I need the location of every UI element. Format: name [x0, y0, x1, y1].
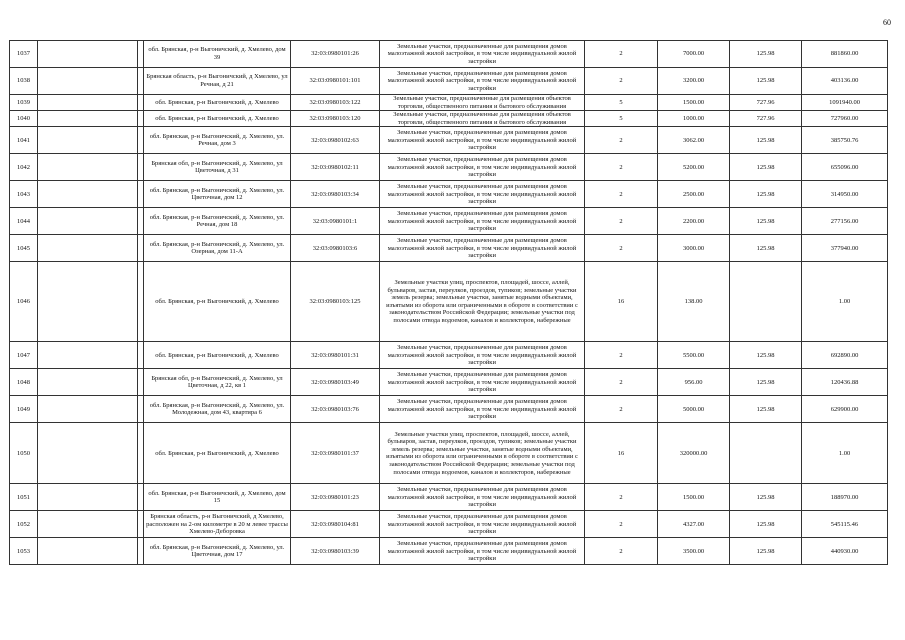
- row-number: 1039: [10, 95, 38, 111]
- blank-cell: [38, 127, 138, 154]
- rate-cell: [730, 423, 802, 484]
- blank-cell: [38, 154, 138, 181]
- rate-cell: 727.96: [730, 95, 802, 111]
- address-cell: Брянская обл, р-н Выгоничский, д. Хмелево, ул Цветочная, д 22, кв 1: [144, 369, 291, 396]
- rate-cell: [730, 262, 802, 342]
- area-cell: 2200.00: [658, 208, 730, 235]
- cadastral-number-cell: 32:03:0980102:11: [291, 154, 380, 181]
- group-cell: 2: [585, 154, 658, 181]
- cadastral-number-cell: 32:03:0980103:120: [291, 111, 380, 127]
- cadastral-value-cell: 655096.00: [802, 154, 888, 181]
- area-cell: 5000.00: [658, 396, 730, 423]
- area-cell: 956.00: [658, 369, 730, 396]
- group-cell: 2: [585, 68, 658, 95]
- cadastral-number-cell: 32:03:0980103:34: [291, 181, 380, 208]
- area-cell: 1500.00: [658, 95, 730, 111]
- table-row: [10, 396, 888, 423]
- blank-cell: [38, 111, 138, 127]
- area-cell: 3000.00: [658, 235, 730, 262]
- land-use-cell: Земельные участки, предназначенные для размещения домов малоэтажной жилой застройки, в том числе индивидуальной жилой застройки: [380, 181, 585, 208]
- cadastral-number-cell: 32:03:0980101:37: [291, 423, 380, 484]
- blank-cell: [38, 41, 138, 68]
- table-row: [10, 538, 888, 565]
- land-use-cell: Земельные участки улиц, проспектов, площадей, шоссе, аллей, бульваров, застав, переулков, проездов, тупиков; земельные участки земель резерва; земельные участки, занятые водными объектами, изъятыми из оборота или ограниченными в обороте в соответствии с законодательством Российской Федерации; земельные участки под полосами отвода водоемов, каналов и коллекторов, набережные: [380, 423, 585, 484]
- land-use-cell: Земельные участки, предназначенные для размещения домов малоэтажной жилой застройки, в том числе индивидуальной жилой застройки: [380, 41, 585, 68]
- row-number: 1041: [10, 127, 38, 154]
- rate-cell: 727.96: [730, 111, 802, 127]
- cadastral-number-cell: 32:03:0980103:6: [291, 235, 380, 262]
- row-number: 1048: [10, 369, 38, 396]
- cadastral-value-table: [9, 40, 888, 565]
- land-use-cell: Земельные участки, предназначенные для размещения домов малоэтажной жилой застройки, в том числе индивидуальной жилой застройки: [380, 154, 585, 181]
- rate-cell: 125.98: [730, 154, 802, 181]
- row-number: 1051: [10, 484, 38, 511]
- land-use-cell: Земельные участки улиц, проспектов, площадей, шоссе, аллей, бульваров, застав, переулков, проездов, тупиков; земельные участки земель резерва; земельные участки, занятые водными объектами, изъятыми из оборота или ограниченными в обороте в соответствии с законодательством Российской Федерации; земельные участки под полосами отвода водоемов, каналов и коллекторов, набережные: [380, 262, 585, 342]
- cadastral-value-cell: 629900.00: [802, 396, 888, 423]
- table-row: [10, 262, 888, 342]
- group-cell: 16: [585, 262, 658, 342]
- area-cell: 138.00: [658, 262, 730, 342]
- land-use-cell: Земельные участки, предназначенные для размещения домов малоэтажной жилой застройки, в том числе индивидуальной жилой застройки: [380, 208, 585, 235]
- table-row: [10, 154, 888, 181]
- row-number: 1046: [10, 262, 38, 342]
- rate-cell: 125.98: [730, 538, 802, 565]
- blank-cell: [38, 511, 138, 538]
- blank-cell: [38, 181, 138, 208]
- address-cell: обл. Брянская, р-н Выгоничский, д. Хмелево: [144, 342, 291, 369]
- land-use-cell: Земельные участки, предназначенные для размещения домов малоэтажной жилой застройки, в том числе индивидуальной жилой застройки: [380, 235, 585, 262]
- address-cell: Брянская обл, р-н Выгоничский, д. Хмелево, ул Цветочная, д 31: [144, 154, 291, 181]
- address-cell: обл. Брянская, р-н Выгоничский, д. Хмелево, ул. Речная, дом 3: [144, 127, 291, 154]
- cadastral-value-cell: 377940.00: [802, 235, 888, 262]
- cadastral-number-cell: 32:03:0980101:31: [291, 342, 380, 369]
- land-use-cell: Земельные участки, предназначенные для размещения домов малоэтажной жилой застройки, в том числе индивидуальной жилой застройки: [380, 127, 585, 154]
- row-number: 1049: [10, 396, 38, 423]
- table-row: [10, 127, 888, 154]
- cadastral-number-cell: 32:03:0980103:122: [291, 95, 380, 111]
- area-cell: 3200.00: [658, 68, 730, 95]
- address-cell: обл. Брянская, р-н Выгоничский, д. Хмелево, ул. Озерная, дом 11-А: [144, 235, 291, 262]
- row-number: 1050: [10, 423, 38, 484]
- address-cell: Брянская область, р-н Выгоничский, д Хмелево, ул Речная, д 21: [144, 68, 291, 95]
- cadastral-value-cell: 314950.00: [802, 181, 888, 208]
- blank-cell: [38, 369, 138, 396]
- address-cell: Брянская область, р-н Выгоничский, д Хмелево, расположен на 2-ом километре в 20 м левее трассы Хмелево-Деборовка: [144, 511, 291, 538]
- rate-cell: 125.98: [730, 511, 802, 538]
- cadastral-number-cell: 32:03:0980103:39: [291, 538, 380, 565]
- land-use-cell: Земельные участки, предназначенные для размещения домов малоэтажной жилой застройки, в том числе индивидуальной жилой застройки: [380, 538, 585, 565]
- address-cell: обл. Брянская, р-н Выгоничский, д. Хмелево, ул. Цветочная, дом 12: [144, 181, 291, 208]
- cadastral-value-cell: 277156.00: [802, 208, 888, 235]
- table-row: [10, 511, 888, 538]
- table-row: [10, 484, 888, 511]
- table-row: [10, 342, 888, 369]
- blank-cell: [38, 235, 138, 262]
- address-cell: обл. Брянская, р-н Выгоничский, д. Хмелево, ул. Молодежная, дом 43, квартира 6: [144, 396, 291, 423]
- cadastral-number-cell: 32:03:0980104:81: [291, 511, 380, 538]
- area-cell: 5500.00: [658, 342, 730, 369]
- rate-cell: 125.98: [730, 68, 802, 95]
- blank-cell: [38, 484, 138, 511]
- row-number: 1047: [10, 342, 38, 369]
- group-cell: 2: [585, 41, 658, 68]
- cadastral-value-cell: 120436.88: [802, 369, 888, 396]
- rate-cell: 125.98: [730, 127, 802, 154]
- blank-cell: [38, 342, 138, 369]
- cadastral-number-cell: 32:03:0980103:49: [291, 369, 380, 396]
- land-use-cell: Земельные участки, предназначенные для размещения домов малоэтажной жилой застройки, в том числе индивидуальной жилой застройки: [380, 396, 585, 423]
- group-cell: 2: [585, 181, 658, 208]
- blank-cell: [38, 68, 138, 95]
- area-cell: 320000.00: [658, 423, 730, 484]
- rate-cell: 125.98: [730, 208, 802, 235]
- cadastral-value-cell: 440930.00: [802, 538, 888, 565]
- cadastral-value-cell: 545115.46: [802, 511, 888, 538]
- cadastral-value-cell: 403136.00: [802, 68, 888, 95]
- land-use-cell: Земельные участки, предназначенные для размещения домов малоэтажной жилой застройки, в том числе индивидуальной жилой застройки: [380, 369, 585, 396]
- land-use-cell: Земельные участки, предназначенные для размещения домов малоэтажной жилой застройки, в том числе индивидуальной жилой застройки: [380, 511, 585, 538]
- area-cell: 2500.00: [658, 181, 730, 208]
- cadastral-value-cell: 385750.76: [802, 127, 888, 154]
- group-cell: 16: [585, 423, 658, 484]
- area-cell: 3062.00: [658, 127, 730, 154]
- table-row: [10, 208, 888, 235]
- blank-cell: [38, 208, 138, 235]
- land-use-cell: Земельные участки, предназначенные для размещения объектов торговли, общественного питания и бытового обслуживания: [380, 95, 585, 111]
- row-number: 1038: [10, 68, 38, 95]
- group-cell: 5: [585, 95, 658, 111]
- table-row: [10, 423, 888, 484]
- row-number: 1040: [10, 111, 38, 127]
- row-number: 1053: [10, 538, 38, 565]
- group-cell: 2: [585, 235, 658, 262]
- cadastral-number-cell: 32:03:0980103:125: [291, 262, 380, 342]
- address-cell: обл. Брянская, р-н Выгоничский, д. Хмелево, дом 39: [144, 41, 291, 68]
- group-cell: 2: [585, 342, 658, 369]
- address-cell: обл. Брянская, р-н Выгоничский, д. Хмелево: [144, 423, 291, 484]
- area-cell: 4327.00: [658, 511, 730, 538]
- cadastral-value-cell: 1.00: [802, 423, 888, 484]
- rate-cell: 125.98: [730, 484, 802, 511]
- area-cell: 1000.00: [658, 111, 730, 127]
- land-use-cell: Земельные участки, предназначенные для размещения объектов торговли, общественного питания и бытового обслуживания: [380, 111, 585, 127]
- rate-cell: 125.98: [730, 235, 802, 262]
- address-cell: обл. Брянская, р-н Выгоничский, д. Хмелево: [144, 95, 291, 111]
- address-cell: обл. Брянская, р-н Выгоничский, д. Хмелево, ул. Цветочная, дом 17: [144, 538, 291, 565]
- row-number: 1037: [10, 41, 38, 68]
- table-row: [10, 181, 888, 208]
- table-row: [10, 111, 888, 127]
- address-cell: обл. Брянская, р-н Выгоничский, д. Хмелево: [144, 111, 291, 127]
- cadastral-number-cell: 32:03:0980103:76: [291, 396, 380, 423]
- cadastral-value-cell: 881860.00: [802, 41, 888, 68]
- cadastral-number-cell: 32:03:0980101:23: [291, 484, 380, 511]
- cadastral-value-cell: 727960.00: [802, 111, 888, 127]
- cadastral-value-cell: 1.00: [802, 262, 888, 342]
- cadastral-value-cell: 188970.00: [802, 484, 888, 511]
- row-number: 1044: [10, 208, 38, 235]
- cadastral-number-cell: 32:03:0980101:101: [291, 68, 380, 95]
- cadastral-number-cell: 32:03:0980101:26: [291, 41, 380, 68]
- rate-cell: 125.98: [730, 181, 802, 208]
- group-cell: 2: [585, 369, 658, 396]
- land-use-cell: Земельные участки, предназначенные для размещения домов малоэтажной жилой застройки, в том числе индивидуальной жилой застройки: [380, 342, 585, 369]
- area-cell: 3500.00: [658, 538, 730, 565]
- cadastral-number-cell: 32:03:0980102:63: [291, 127, 380, 154]
- area-cell: 5200.00: [658, 154, 730, 181]
- cadastral-number-cell: 32:03:0980101:1: [291, 208, 380, 235]
- table-row: [10, 68, 888, 95]
- group-cell: 2: [585, 538, 658, 565]
- row-number: 1042: [10, 154, 38, 181]
- group-cell: 2: [585, 511, 658, 538]
- group-cell: 2: [585, 396, 658, 423]
- land-use-cell: Земельные участки, предназначенные для размещения домов малоэтажной жилой застройки, в том числе индивидуальной жилой застройки: [380, 68, 585, 95]
- table-row: [10, 41, 888, 68]
- rate-cell: 125.98: [730, 396, 802, 423]
- area-cell: 1500.00: [658, 484, 730, 511]
- blank-cell: [38, 262, 138, 342]
- address-cell: обл. Брянская, р-н Выгоничский, д. Хмелево, дом 15: [144, 484, 291, 511]
- table-row: [10, 95, 888, 111]
- row-number: 1043: [10, 181, 38, 208]
- address-cell: обл. Брянская, р-н Выгоничский, д. Хмелево: [144, 262, 291, 342]
- rate-cell: 125.98: [730, 369, 802, 396]
- group-cell: 5: [585, 111, 658, 127]
- cadastral-value-cell: 1091940.00: [802, 95, 888, 111]
- rate-cell: 125.98: [730, 342, 802, 369]
- table-row: [10, 235, 888, 262]
- group-cell: 2: [585, 484, 658, 511]
- table-row: [10, 369, 888, 396]
- blank-cell: [38, 95, 138, 111]
- page-number: 60: [883, 18, 891, 27]
- blank-cell: [38, 396, 138, 423]
- land-use-cell: Земельные участки, предназначенные для размещения домов малоэтажной жилой застройки, в том числе индивидуальной жилой застройки: [380, 484, 585, 511]
- group-cell: 2: [585, 127, 658, 154]
- address-cell: обл. Брянская, р-н Выгоничский, д. Хмелево, ул. Речная, дом 18: [144, 208, 291, 235]
- row-number: 1045: [10, 235, 38, 262]
- row-number: 1052: [10, 511, 38, 538]
- cadastral-value-cell: 692890.00: [802, 342, 888, 369]
- group-cell: 2: [585, 208, 658, 235]
- blank-cell: [38, 423, 138, 484]
- blank-cell: [38, 538, 138, 565]
- rate-cell: 125.98: [730, 41, 802, 68]
- area-cell: 7000.00: [658, 41, 730, 68]
